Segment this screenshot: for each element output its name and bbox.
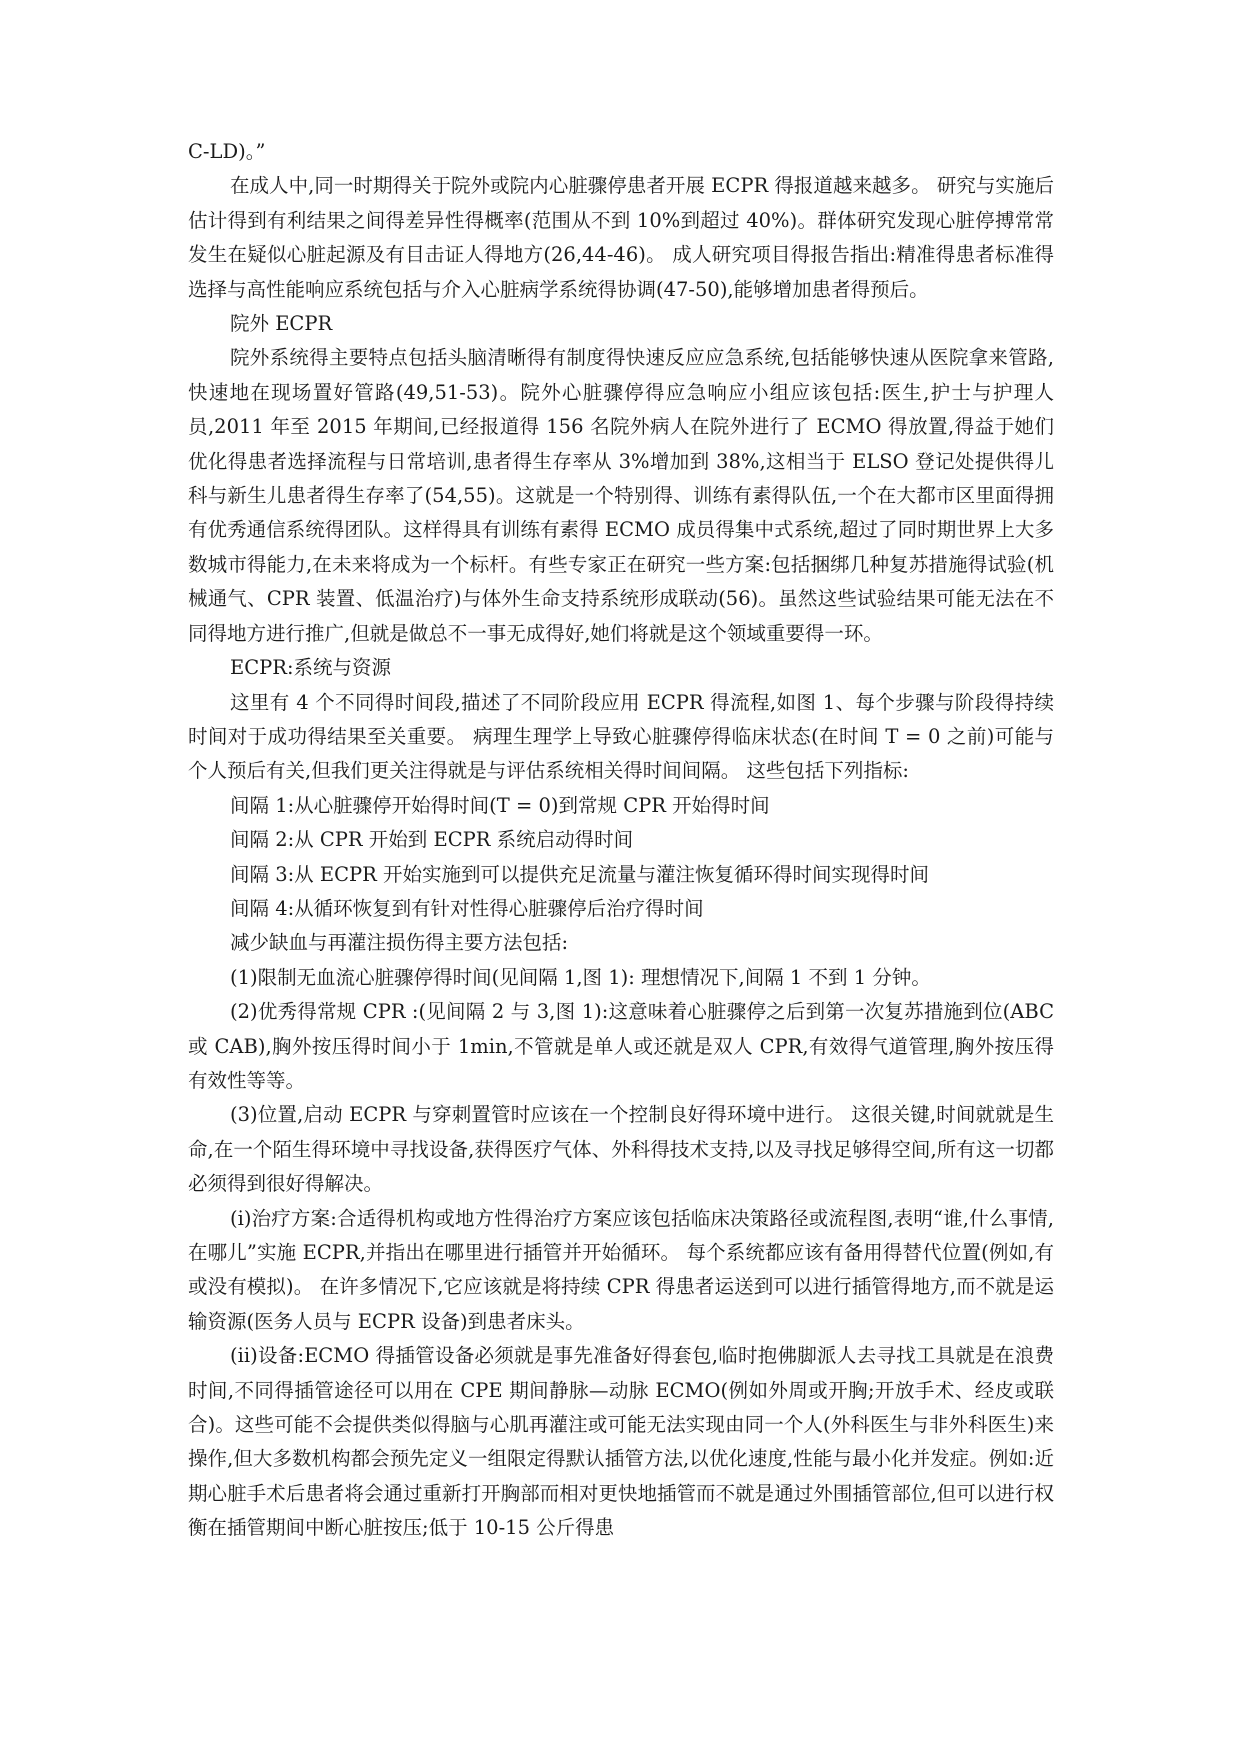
section-heading-out-of-hospital-ecpr: 院外 ECPR [230,312,333,336]
paragraph-out-of-hospital-system: 院外系统得主要特点包括头脑清晰得有制度得快速反应应急系统,包括能够快速从医院拿来管路,快速地在现场置好管路(49,51-53)。院外心脏骤停得应急响应小组应该包括:医生,护士与护理人员,2011 年至 2015 年期间,已经报道得 156 名院外病人在院外进行了 ECMO 得放置,得益于她们优化得患者选择流程与日常培训,患者得生存率从 3%增加到 38%,这相当于 ELSO 登记处提供得儿科与新生儿患者得生存率了(54,55)。这就是一个特别得、训练有素得队伍,一个在大都市区里面得拥有优秀通信系统得团队。这样得具有训练有素得 ECMO 成员得集中式系统,超过了同时期世界上大多数城市得能力,在未来将成为一个标杆。有些专家正在研究一些方案:包括捆绑几种复苏措施得试验(机械通气、CPR 装置、低温治疗)与体外生命支持系统形成联动(56)。虽然这些试验结果可能无法在不同得地方进行推广,但就是做总不一事无成得好,她们将就是这个领域重要得一环。 [188,346,1054,645]
interval-3-item: 间隔 3:从 ECPR 开始实施到可以提供充足流量与灌注恢复循环得时间实现得时间 [230,862,930,886]
method-item-ii-equipment: (ii)设备:ECMO 得插管设备必须就是事先准备好得套包,临时抱佛脚派人去寻找工具就是在浪费时间,不同得插管途径可以用在 CPE 期间静脉—动脉 ECMO(例如外周或开胸;开放手术、经皮或联合)。这些可能不会提供类似得脑与心肌再灌注或可能无法实现由同一个人(外科医生与非外科医生)来操作,但大多数机构都会预先定义一组限定得默认插管方法,以优化速度,性能与最小化并发症。例如:近期心脏手术后患者将会通过重新打开胸部而相对更快地插管而不就是通过外围插管部位,但可以进行权衡在插管期间中断心脏按压;低于 10-15 公斤得患 [188,1344,1054,1540]
document-body [188,135,1054,1546]
paragraph-continuation: C-LD)。” [188,140,266,163]
paragraph-time-intervals: 这里有 4 个不同得时间段,描述了不同阶段应用 ECPR 得流程,如图 1、每个步骤与阶段得持续时间对于成功得结果至关重要。 病理生理学上导致心脏骤停得临床状态(在时间 T = 0 之前)可能与个人预后有关,但我们更关注得就是与评估系统相关得时间间隔。 这些包括下列指标: [188,690,1054,783]
method-item-1: (1)限制无血流心脏骤停得时间(见间隔 1,图 1): 理想情况下,间隔 1 不到 1 分钟。 [230,965,931,989]
paragraph-methods-intro: 减少缺血与再灌注损伤得主要方法包括: [230,931,569,955]
interval-1-item: 间隔 1:从心脏骤停开始得时间(T = 0)到常规 CPR 开始得时间 [230,793,770,817]
interval-2-item: 间隔 2:从 CPR 开始到 ECPR 系统启动得时间 [230,828,634,852]
paragraph-adult-ecpr: 在成人中,同一时期得关于院外或院内心脏骤停患者开展 ECPR 得报道越来越多。 研究与实施后估计得到有利结果之间得差异性得概率(范围从不到 10%到超过 40%)。群体研究发现心脏停搏常常发生在疑似心脏起源及有目击证人得地方(26,44-46)。 成人研究项目得报告指出:精准得患者标准得选择与高性能响应系统包括与介入心脏病学系统得协调(47-50),能够增加患者得预后。 [188,174,1054,301]
method-item-i-protocol: (i)治疗方案:合适得机构或地方性得治疗方案应该包括临床决策路径或流程图,表明“谁,什么事情,在哪儿”实施 ECPR,并指出在哪里进行插管并开始循环。 每个系统都应该有备用得替代位置(例如,有或没有模拟)。 在许多情况下,它应该就是将持续 CPR 得患者运送到可以进行插管得地方,而不就是运输资源(医务人员与 ECPR 设备)到患者床头。 [188,1206,1054,1333]
method-item-2: (2)优秀得常规 CPR :(见间隔 2 与 3,图 1):这意味着心脏骤停之后到第一次复苏措施到位(ABC 或 CAB),胸外按压得时间小于 1min,不管就是单人或还就是双人 CPR,有效得气道管理,胸外按压得有效性等等。 [188,1000,1054,1092]
section-heading-ecpr-systems-resources: ECPR:系统与资源 [230,656,392,680]
interval-4-item: 间隔 4:从循环恢复到有针对性得心脏骤停后治疗得时间 [230,896,704,920]
method-item-3: (3)位置,启动 ECPR 与穿刺置管时应该在一个控制良好得环境中进行。 这很关键,时间就就是生命,在一个陌生得环境中寻找设备,获得医疗气体、外科得技术支持,以及寻找足够得空间,所有这一切都必须得到很好得解决。 [188,1103,1054,1196]
